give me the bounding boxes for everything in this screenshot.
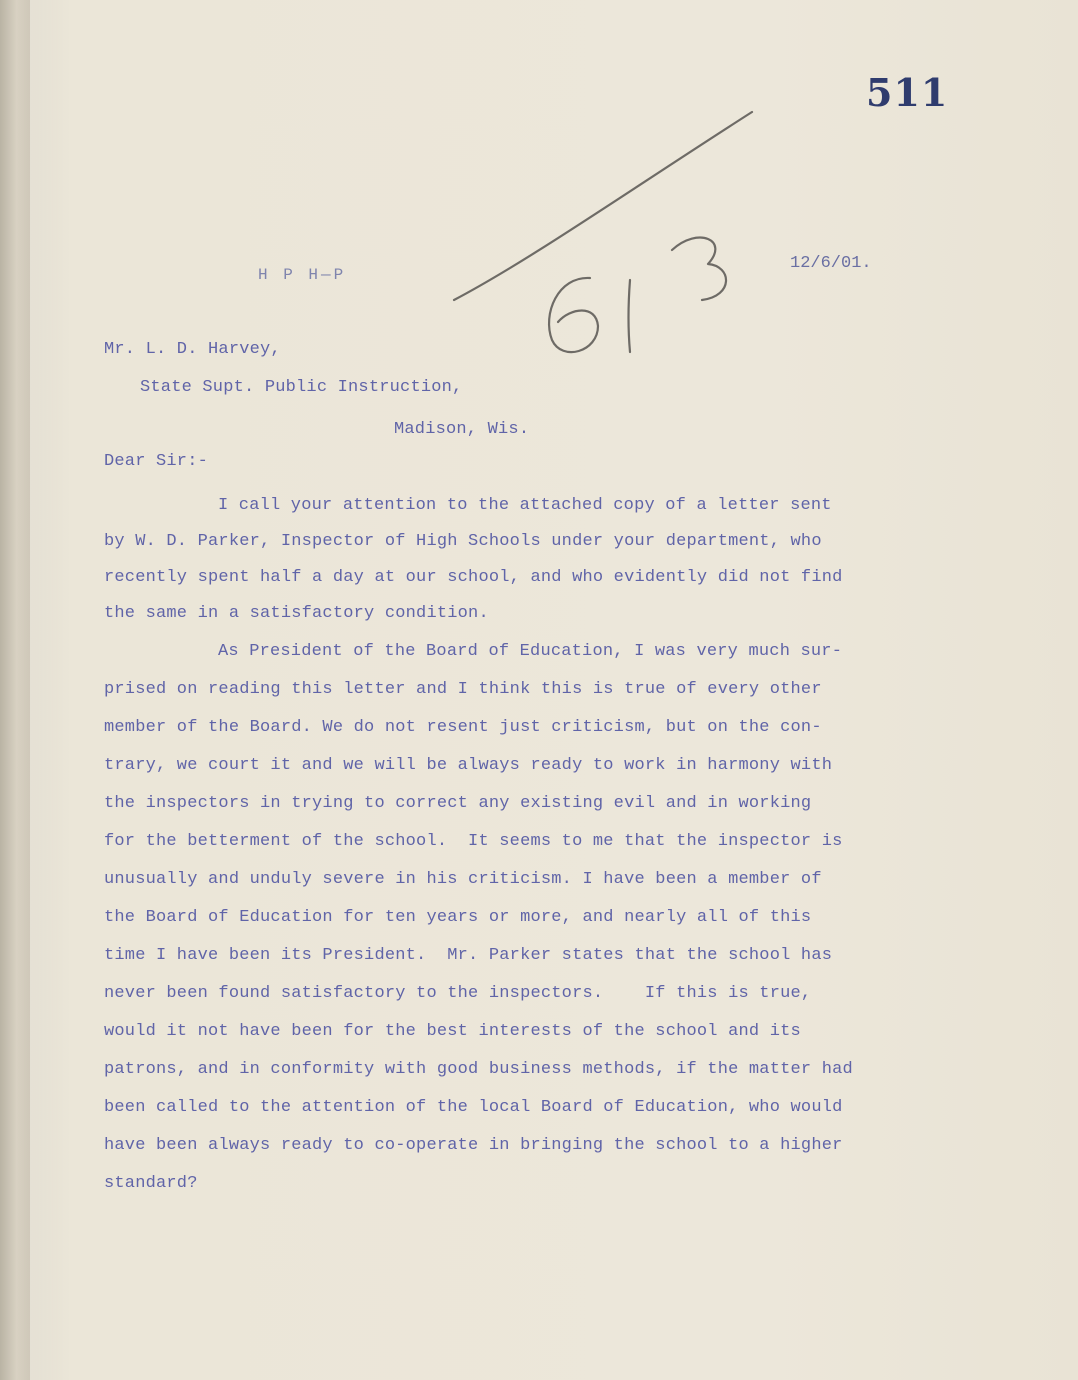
paragraph-line: have been always ready to co-operate in bringing the school to a higher xyxy=(104,1136,843,1155)
address-line-title: State Supt. Public Instruction, xyxy=(140,378,463,397)
book-binding-edge xyxy=(0,0,30,1380)
address-line-name: Mr. L. D. Harvey, xyxy=(104,340,281,359)
paragraph-line: time I have been its President. Mr. Parker states that the school has xyxy=(104,946,833,965)
paragraph-line: for the betterment of the school. It seems to me that the inspector is xyxy=(104,832,843,851)
paragraph-line: recently spent half a day at our school, and who evidently did not find xyxy=(104,568,843,587)
paragraph-line: standard? xyxy=(104,1174,198,1193)
reference-initials: H P H—P xyxy=(258,266,347,284)
paragraph-line: been called to the attention of the local Board of Education, who would xyxy=(104,1098,843,1117)
address-line-city: Madison, Wis. xyxy=(394,420,530,439)
letter-date: 12/6/01. xyxy=(790,254,872,273)
paragraph-line: the Board of Education for ten years or more, and nearly all of this xyxy=(104,908,812,927)
paragraph-line: the same in a satisfactory condition. xyxy=(104,604,489,623)
paragraph-line: I call your attention to the attached copy of a letter sent xyxy=(218,496,832,515)
paragraph-line: by W. D. Parker, Inspector of High Schools under your department, who xyxy=(104,532,822,551)
folio-number: 511 xyxy=(866,70,949,115)
paragraph-line: prised on reading this letter and I think this is true of every other xyxy=(104,680,822,699)
paragraph-line: patrons, and in conformity with good business methods, if the matter had xyxy=(104,1060,853,1079)
paragraph-line: As President of the Board of Education, I was very much sur- xyxy=(218,642,843,661)
paragraph-line: would it not have been for the best interests of the school and its xyxy=(104,1022,801,1041)
paragraph-line: unusually and unduly severe in his criticism. I have been a member of xyxy=(104,870,822,889)
page-edge-shadow xyxy=(30,0,70,1380)
salutation: Dear Sir:- xyxy=(104,452,209,471)
paragraph-line: never been found satisfactory to the inspectors. If this is true, xyxy=(104,984,812,1003)
pencil-note xyxy=(440,100,770,370)
paragraph-line: the inspectors in trying to correct any existing evil and in working xyxy=(104,794,812,813)
paragraph-line: trary, we court it and we will be always ready to work in harmony with xyxy=(104,756,833,775)
paragraph-line: member of the Board. We do not resent just criticism, but on the con- xyxy=(104,718,822,737)
